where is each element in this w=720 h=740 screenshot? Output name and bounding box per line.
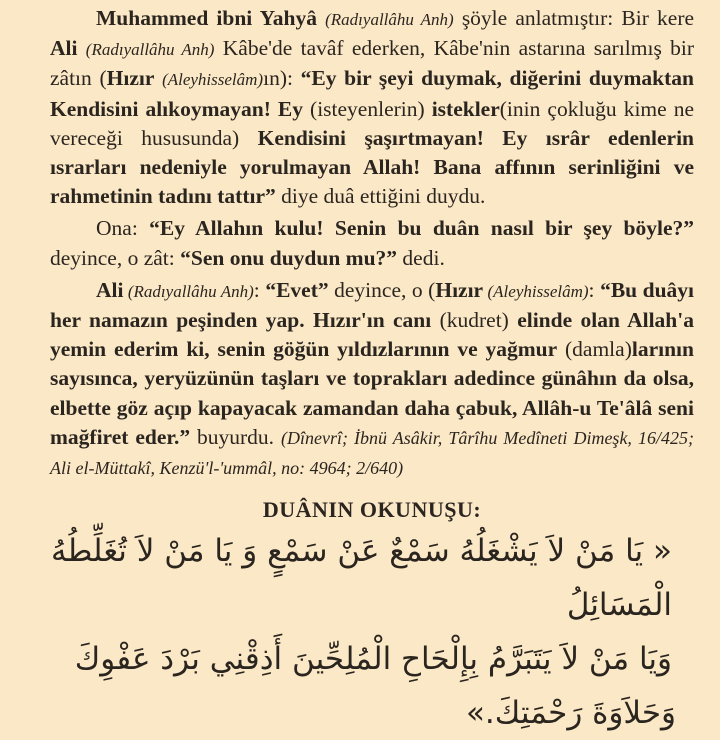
paragraph-1 (50, 4, 694, 211)
name-hizir: Hızır (106, 66, 155, 91)
narrator-name: Muhammed ibni Yahyâ (96, 6, 317, 30)
source-reference: (Dînevrî; İbnü Asâkir, Târîhu Medîneti Dimeşk, 16/425; Ali el-Müttakî, Kenzü'l-'ummâl, no: 4964; 2/640) (50, 427, 694, 479)
honorific: (Aleyhisselâm) (162, 70, 264, 90)
question-quote: “Ey Allahın kulu! Senin bu duân nasıl bir şey böyle?” (149, 216, 694, 241)
bold-run: istekler (431, 96, 500, 121)
text-run: diye duâ ettiğini duydu. (275, 184, 486, 209)
bold-run: “Evet” (265, 277, 329, 302)
section-heading: DUÂNIN OKUNUŞU: (262, 497, 482, 523)
oath-quote-cont: larının sayısınca, yeryüzünün taşları ve toprakları adedince günâhın da olsa, elbette göz açıp kapayacak zamandan daha çabuk, Allâh-u Te'âlâ seni mağfiret eder.” (50, 337, 694, 449)
arabic-line-2: وَيَا مَنْ لاَ يَتَبَرَّمُ بِإِلْحَاحِ الْمُلِحِّينَ أَذِقْنِي بَرْدَ عَفْوِكَ (74, 641, 672, 678)
text-run: (inin çokluğu kime ne vereceği hususunda) (50, 96, 695, 150)
honorific: (Aleyhisselâm) (483, 281, 589, 301)
paragraph-2 (50, 214, 694, 272)
arabic-line-3: وَحَلاَوَةَ رَحْمَتِكَ.» (465, 695, 676, 732)
text-run: (damla) (557, 337, 632, 362)
prayer-quote-cont: Kendisini şaşırtmayan! Ey ısrâr edenlerin ısrarları nedeniyle yorulmayan Allah! Bana affının serinliğini ve rahmetinin tadını tattır” (50, 125, 694, 209)
name-ali: Ali (96, 277, 124, 302)
prayer-quote: “Ey bir şeyi duymak, diğerini duymaktan Kendisini alıkoymayan! Ey (50, 66, 694, 121)
text-run: deyince, o ( (328, 277, 436, 302)
text-run: buyurdu. (190, 424, 281, 449)
text-run: ın): (263, 66, 301, 91)
oath-quote: elinde olan Allah'a yemin ederim ki, senin göğün yıldızlarının ve yağmur (50, 308, 694, 362)
text-run: şöyle anlatmıştır: Bir kere (453, 6, 695, 30)
honorific: (Radıyallâhu Anh) (85, 40, 215, 60)
text-run: (kudret) (431, 308, 518, 333)
instruction-quote: “Bu duâyı her namazın peşinden yap. Hızır'ın canı (50, 277, 695, 333)
arabic-line-1: « يَا مَنْ لاَ يَشْغَلُهُ سَمْعٌ عَنْ سَمْعٍ وَ يَا مَنْ لاَ تُغَلِّطُهُ الْمَسَائِلُ (51, 533, 672, 624)
text-run: Kâbe'de tavâf ederken, Kâbe'nin astarına sarılmış bir zâtın ( (50, 36, 695, 91)
text-run: Ona: (96, 216, 150, 241)
paragraph-3 (50, 276, 694, 483)
honorific: (Radıyallâhu Anh) (325, 10, 454, 29)
honorific: (Radıyallâhu Anh) (123, 281, 254, 301)
text-run: deyince, o zât: (50, 245, 181, 270)
name-ali: Ali (50, 36, 78, 61)
text-run: : (253, 277, 266, 302)
name-hizir: Hızır (435, 277, 484, 302)
text-run: (isteyenlerin) (303, 96, 432, 121)
reply-quote: “Sen onu duydun mu?” (180, 245, 398, 270)
text-run: dedi. (397, 245, 445, 270)
text-run: : (588, 277, 601, 302)
